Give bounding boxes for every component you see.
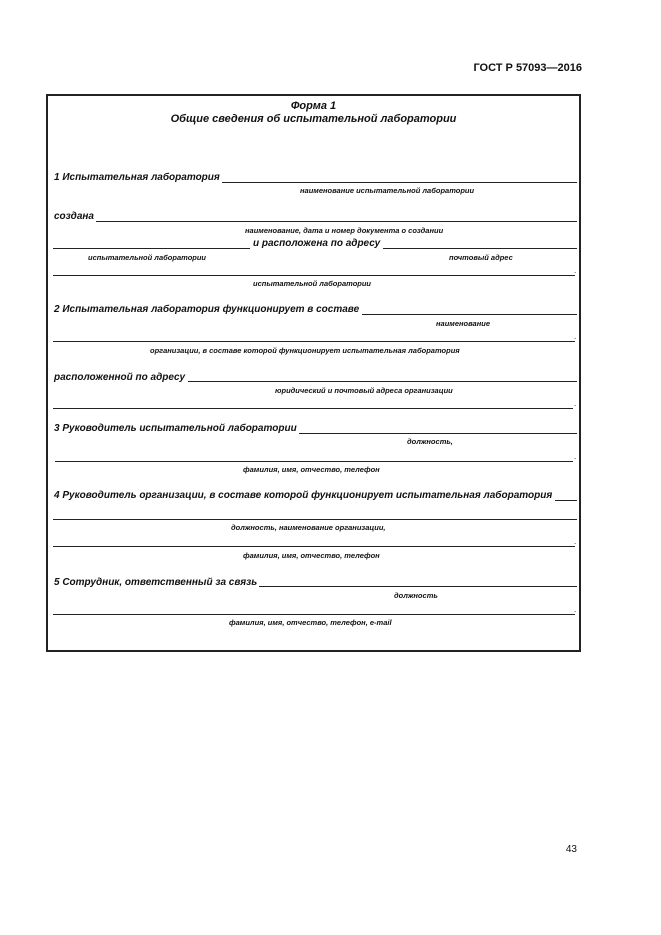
section4-field-tail[interactable] xyxy=(555,500,577,501)
section1-name-field[interactable] xyxy=(222,182,577,183)
section5-fio-field[interactable] xyxy=(53,614,575,615)
section2-dot-2: . xyxy=(574,399,577,408)
section5-dot: . xyxy=(574,605,577,614)
section2-address-label: расположенной по адресу xyxy=(54,372,186,383)
section5-caption-position: должность xyxy=(394,591,438,600)
section4-position-field[interactable] xyxy=(53,519,577,520)
section4-caption-fio: фамилия, имя, отчество, телефон xyxy=(243,551,380,560)
section1-dot: . xyxy=(574,266,577,275)
section4-dot: . xyxy=(574,537,577,546)
section2-address-field-2[interactable] xyxy=(53,408,573,409)
form-title: Форма 1 xyxy=(290,100,337,112)
section2-caption-name: наименование xyxy=(436,319,490,328)
section1-located-label: и расположена по адресу xyxy=(253,238,381,249)
section3-position-field[interactable] xyxy=(299,433,577,434)
section3-caption-fio: фамилия, имя, отчество, телефон xyxy=(243,465,380,474)
section1-caption-created: наименование, дата и номер документа о создании xyxy=(245,226,444,235)
section3-caption-position: должность, xyxy=(407,437,453,446)
section5-label: 5 Сотрудник, ответственный за связь xyxy=(54,577,258,588)
section2-caption-org: организации, в составе которой функционирует испытательная лаборатория xyxy=(150,346,460,355)
page-number: 43 xyxy=(565,844,577,855)
section1-address-field[interactable] xyxy=(383,248,577,249)
section2-label: 2 Испытательная лаборатория функционирует в составе xyxy=(54,304,360,315)
section5-position-field[interactable] xyxy=(259,586,577,587)
section1-caption-name: наименование испытательной лаборатории xyxy=(300,186,475,195)
section2-org-field[interactable] xyxy=(53,341,575,342)
section4-caption-position: должность, наименование организации, xyxy=(231,523,386,532)
section3-label: 3 Руководитель испытательной лаборатории xyxy=(54,423,297,434)
section2-caption-address: юридический и почтовый адреса организации xyxy=(275,386,453,395)
section1-label: 1 Испытательная лаборатория xyxy=(54,172,220,183)
section1-caption-postal: почтовый адрес xyxy=(449,253,513,262)
document-code: ГОСТ Р 57093—2016 xyxy=(473,62,582,74)
section1-caption-lab: испытательной лаборатории xyxy=(88,253,207,262)
section1-created-field-2[interactable] xyxy=(53,248,250,249)
section1-created-label: создана xyxy=(54,211,94,222)
section4-label: 4 Руководитель организации, в составе которой функционирует испытательная лаборатория xyxy=(54,490,553,501)
section4-fio-field[interactable] xyxy=(53,546,575,547)
section5-caption-fio: фамилия, имя, отчество, телефон, e-mail xyxy=(229,618,392,627)
section2-dot: . xyxy=(574,332,577,341)
section1-address-field-2[interactable] xyxy=(53,275,575,276)
section3-dot: . xyxy=(574,452,577,461)
section1-created-field[interactable] xyxy=(96,221,577,222)
section2-address-field[interactable] xyxy=(188,381,577,382)
section1-caption-lab2: испытательной лаборатории xyxy=(253,279,372,288)
section2-name-field[interactable] xyxy=(362,314,577,315)
form-subtitle: Общие сведения об испытательной лаборатории xyxy=(170,113,457,125)
section3-fio-field[interactable] xyxy=(55,461,573,462)
